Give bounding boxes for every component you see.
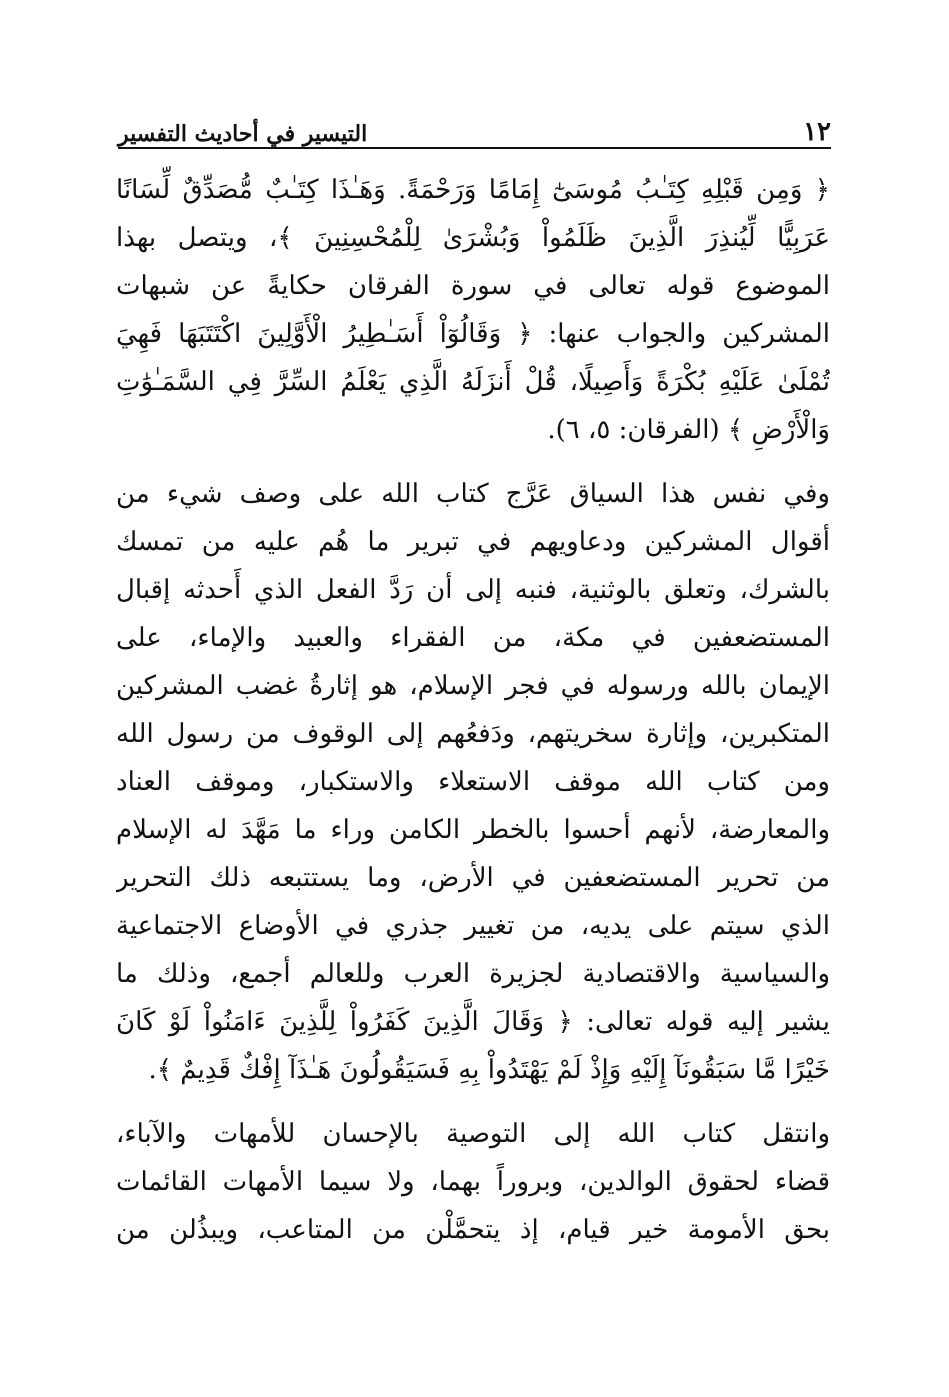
paragraph-2 bbox=[116, 470, 830, 1094]
text-line: الذي سيتم على يديه، من تغيير جذري في الأوضاع الاجتماعية bbox=[116, 911, 830, 941]
paragraph-3 bbox=[116, 1110, 830, 1254]
text-line: تُمْلَىٰ عَلَيْهِ بُكْرَةً وَأَصِيلًا، قُلْ أَنزَلَهُ الَّذِي يَعْلَمُ السِّرَّ فِي السَّمَـٰوَٰتِ bbox=[116, 367, 830, 397]
text-line: أقوال المشركين ودعاويهم في تبرير ما هُم عليه من تمسك bbox=[116, 527, 830, 557]
running-title: التيسير في أحاديث التفسير bbox=[118, 121, 368, 147]
text-line: والسياسية والاقتصادية لجزيرة العرب وللعالم أجمع، وذلك ما bbox=[116, 959, 830, 989]
paragraph-gap bbox=[116, 1094, 830, 1110]
text-line: الموضوع قوله تعالى في سورة الفرقان حكايةً عن شبهات bbox=[116, 271, 830, 301]
text-line: بالشرك، وتعلق بالوثنية، فنبه إلى أن رَدَّ الفعل الذي أَحدثه إقبال bbox=[116, 575, 830, 605]
text-line: المستضعفين في مكة، من الفقراء والعبيد والإماء، على bbox=[116, 623, 830, 653]
text-line: ﴿ وَمِن قَبْلِهِ كِتَـٰبُ مُوسَىٰٓ إِمَامًا وَرَحْمَةً. وَهَـٰذَا كِتَـٰبٌ مُّصَدِّقٌ لِّسَانًا bbox=[116, 175, 830, 205]
text-line: من تحرير المستضعفين في الأرض، وما يستتبعه ذلك التحرير bbox=[116, 863, 830, 893]
paragraph-1 bbox=[116, 166, 830, 454]
text-line: قضاء لحقوق الوالدين، وبروراً بهما، ولا سيما الأمهات القائمات bbox=[116, 1167, 830, 1197]
text-line: وانتقل كتاب الله إلى التوصية بالإحسان للأمهات والآباء، bbox=[116, 1119, 830, 1149]
text-line: وَالْأَرْضِ ﴾ (الفرقان: ٥، ٦). bbox=[547, 415, 830, 445]
text-line: المتكبرين، وإثارة سخريتهم، ودَفعُهم إلى الوقوف من رسول الله bbox=[116, 719, 830, 749]
page-number: ١٢ bbox=[803, 117, 831, 147]
text-line: الإيمان بالله ورسوله في فجر الإسلام، هو إثارةُ غضب المشركين bbox=[116, 671, 830, 701]
text-line: ومن كتاب الله موقف الاستعلاء والاستكبار، وموقف العناد bbox=[116, 767, 830, 797]
text-line: بحق الأمومة خير قيام، إذ يتحمَّلْن من المتاعب، ويبذُلن من bbox=[116, 1215, 830, 1245]
text-line: يشير إليه قوله تعالى: ﴿ وَقَالَ الَّذِينَ كَفَرُواْ لِلَّذِينَ ءَامَنُواْ لَوْ كَانَ bbox=[116, 1007, 830, 1037]
page-header bbox=[118, 103, 831, 149]
text-line: المشركين والجواب عنها: ﴿ وَقَالُوٓاْ أَسَـٰطِيرُ الْأَوَّلِينَ اكْتَتَبَهَا فَهِيَ bbox=[116, 319, 830, 349]
text-line: خَيْرًا مَّا سَبَقُونَآ إِلَيْهِ وَإِذْ لَمْ يَهْتَدُواْ بِهِ فَسَيَقُولُونَ هَـٰذَآ إِفْكٌ قَدِيمٌ ﴾. bbox=[148, 1055, 830, 1085]
text-line: عَرَبِيًّا لِّيُنذِرَ الَّذِينَ ظَلَمُواْ وَبُشْرَىٰ لِلْمُحْسِنِينَ ﴾، ويتصل بهذا bbox=[116, 223, 830, 253]
text-line: وفي نفس هذا السياق عَرَّج كتاب الله على وصف شيء من bbox=[116, 479, 830, 509]
paragraph-gap bbox=[116, 454, 830, 470]
text-line: والمعارضة، لأنهم أحسوا بالخطر الكامن وراء ما مَهَّدَ له الإسلام bbox=[116, 815, 830, 845]
body-text bbox=[116, 166, 830, 1254]
